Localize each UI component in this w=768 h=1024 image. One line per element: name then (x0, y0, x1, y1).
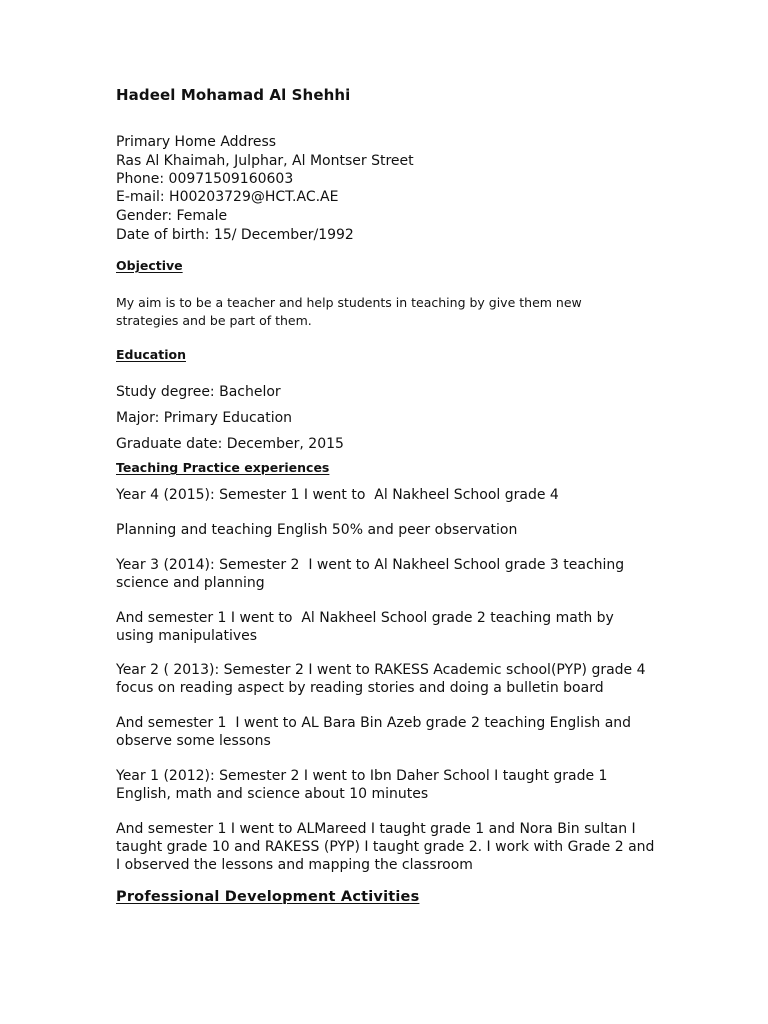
teaching-entry: Planning and teaching English 50% and peer observation (116, 522, 518, 538)
teaching-entry: Year 3 (2014): Semester 2 I went to Al Nakheel School grade 3 teaching science and planning (116, 557, 629, 591)
dob-line: Date of birth: 15/ December/1992 (116, 227, 354, 243)
email-line: E-mail: H00203729@HCT.AC.AE (116, 189, 339, 205)
address-heading: Primary Home Address (116, 134, 277, 150)
teaching-entry: And semester 1 I went to Al Nakheel School grade 2 teaching math by using manipulatives (116, 610, 619, 644)
education-graduate: Graduate date: December, 2015 (116, 436, 344, 452)
professional-development-heading: Professional Development Activities (116, 889, 420, 905)
gender-line: Gender: Female (116, 208, 228, 224)
objective-text: My aim is to be a teacher and help students in teaching by give them new strategies and be part of them. (116, 295, 582, 328)
address-line: Ras Al Khaimah, Julphar, Al Montser Street (116, 153, 414, 169)
phone-line: Phone: 00971509160603 (116, 171, 294, 187)
teaching-entry: And semester 1 I went to AL Bara Bin Azeb grade 2 teaching English and observe some lessons (116, 715, 636, 749)
teaching-heading: Teaching Practice experiences (116, 460, 330, 475)
education-degree: Study degree: Bachelor (116, 384, 281, 400)
teaching-entry: Year 4 (2015): Semester 1 I went to Al Nakheel School grade 4 (116, 487, 559, 503)
objective-heading: Objective (116, 258, 183, 273)
resume-name: Hadeel Mohamad Al Shehhi (116, 86, 351, 104)
teaching-entry: Year 2 ( 2013): Semester 2 I went to RAKESS Academic school(PYP) grade 4 focus on reading aspect by reading stories and doing a bulletin board (116, 662, 650, 696)
education-heading: Education (116, 347, 186, 362)
education-major: Major: Primary Education (116, 410, 293, 426)
teaching-entry: Year 1 (2012): Semester 2 I went to Ibn Daher School I taught grade 1 English, math and science about 10 minutes (116, 768, 612, 802)
teaching-entry: And semester 1 I went to ALMareed I taught grade 1 and Nora Bin sultan I taught grade 10 and RAKESS (PYP) I taught grade 2. I work with Grade 2 and I observed the lessons and mapping the classroom (116, 821, 659, 873)
